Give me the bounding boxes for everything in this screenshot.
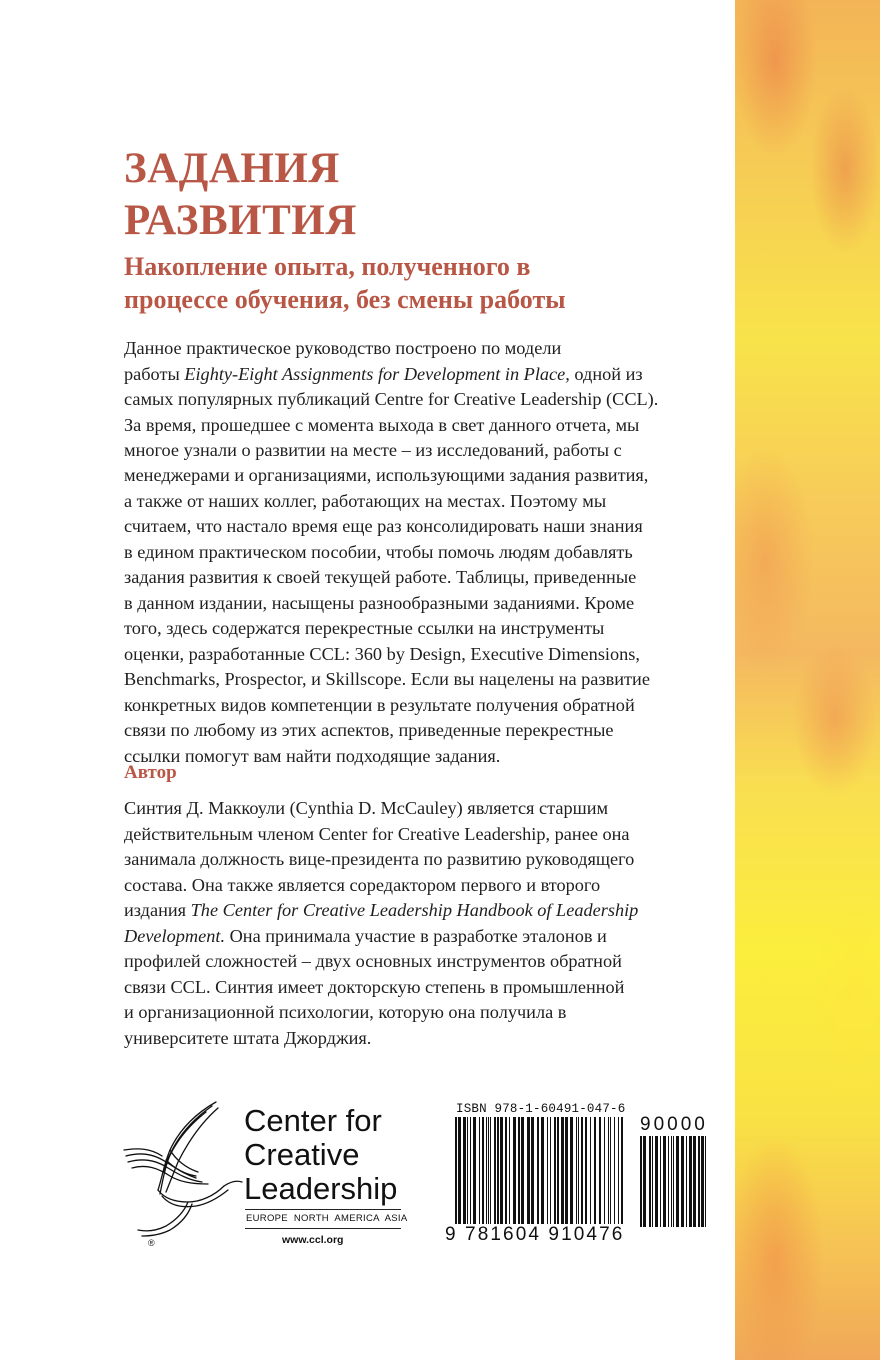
barcode-bar bbox=[585, 1117, 587, 1227]
author-line: и организационной психологии, которую она получила в bbox=[124, 1002, 567, 1022]
barcode-bar bbox=[649, 1136, 651, 1227]
barcode-bar bbox=[505, 1117, 507, 1227]
book-subtitle-line-2: процессе обучения, без смены работы bbox=[124, 285, 566, 314]
description-line: связи по любому из этих аспектов, приведенные перекрестные bbox=[124, 720, 614, 740]
publisher-website: www.ccl.org bbox=[282, 1234, 344, 1246]
barcode-bar bbox=[705, 1136, 706, 1227]
barcode-bar bbox=[689, 1136, 692, 1227]
barcode-bar bbox=[676, 1136, 679, 1227]
barcode-bar bbox=[497, 1117, 499, 1227]
barcode-bar bbox=[518, 1117, 520, 1227]
isbn-label: ISBN 978-1-60491-047-6 bbox=[456, 1102, 626, 1116]
publisher-regions: EUROPE NORTH AMERICA ASIA bbox=[246, 1213, 408, 1224]
barcode-bar bbox=[509, 1117, 510, 1227]
author-line: действительным членом Center for Creative Leadership, ранее она bbox=[124, 824, 630, 844]
barcode-bar bbox=[693, 1136, 696, 1227]
barcode-bar bbox=[557, 1117, 559, 1227]
barcode-bar bbox=[488, 1117, 489, 1227]
logo-divider bbox=[245, 1228, 401, 1229]
description-line: в данном издании, насыщены разнообразными заданиями. Кроме bbox=[124, 593, 635, 613]
barcode-bar bbox=[554, 1117, 556, 1227]
barcode-bar bbox=[701, 1136, 704, 1227]
barcode-bar bbox=[594, 1117, 596, 1227]
barcode-bar bbox=[547, 1117, 548, 1227]
description-line: задания развития к своей текущей работе. Таблицы, приведенные bbox=[124, 567, 637, 587]
author-line bbox=[124, 923, 607, 949]
description-text: одной из bbox=[569, 364, 643, 384]
handbook-title-end: Development. bbox=[124, 926, 226, 946]
barcode-bar bbox=[643, 1136, 646, 1227]
author-line bbox=[124, 897, 638, 923]
barcode-bar bbox=[652, 1136, 653, 1227]
author-line: университете штата Джорджия. bbox=[124, 1028, 372, 1048]
flying-bird-icon bbox=[118, 1098, 248, 1248]
barcode-bar bbox=[668, 1136, 669, 1227]
author-line: связи CCL. Синтия имеет докторскую степень в промышленной bbox=[124, 977, 625, 997]
barcode-bar bbox=[614, 1117, 615, 1227]
description-line: считаем, что настало время еще раз консолидировать наши знания bbox=[124, 516, 643, 536]
author-line: занимала должность вице-президента по развитию руководящего bbox=[124, 849, 635, 869]
barcode-bar bbox=[550, 1117, 551, 1227]
description-line: За время, прошедшее с момента выхода в свет данного отчета, мы bbox=[124, 415, 640, 435]
barcode-bar bbox=[655, 1136, 658, 1227]
barcode-bar bbox=[590, 1117, 591, 1227]
barcode-bar bbox=[660, 1136, 661, 1227]
barcode-bar bbox=[494, 1117, 496, 1227]
description-line: Benchmarks, Prospector, и Skillscope. Если вы нацелены на развитие bbox=[124, 669, 650, 689]
barcode-bar bbox=[521, 1117, 524, 1227]
source-publication-title: Eighty-Eight Assignments for Development in Place, bbox=[184, 364, 570, 384]
description-line: ссылки помогут вам найти подходящие задания. bbox=[124, 746, 501, 766]
publisher-name-line-1: Center for bbox=[244, 1103, 382, 1138]
description-line: а также от наших коллег, работающих на местах. Поэтому мы bbox=[124, 491, 607, 511]
publisher-name-line-3: Leadership bbox=[244, 1171, 398, 1206]
barcode-bar bbox=[581, 1117, 583, 1227]
barcode-bar bbox=[463, 1117, 466, 1227]
barcode-bar bbox=[527, 1117, 530, 1227]
handbook-title: The Center for Creative Leadership Handbook of Leadership bbox=[190, 900, 639, 920]
barcode-bar bbox=[618, 1117, 619, 1227]
author-line: профилей сложностей – двух основных инструментов обратной bbox=[124, 951, 622, 971]
author-line: состава. Она также является соредактором первого и второго bbox=[124, 875, 601, 895]
description-line: Данное практическое руководство построено по модели bbox=[124, 338, 562, 358]
barcode-bar bbox=[490, 1117, 491, 1227]
barcode-digits bbox=[444, 1224, 632, 1246]
price-addon-barcode bbox=[638, 1136, 708, 1243]
barcode-bar bbox=[473, 1117, 476, 1227]
barcode-bar bbox=[604, 1117, 605, 1227]
barcode-bar bbox=[578, 1117, 579, 1227]
barcode-bar bbox=[561, 1117, 564, 1227]
registered-mark: ® bbox=[148, 1238, 155, 1248]
book-title-line-1: ЗАДАНИЯ bbox=[124, 145, 340, 192]
author-text: Она принимала участие в разработке эталонов и bbox=[225, 926, 607, 946]
author-line: Синтия Д. Маккоули (Cynthia D. McCauley) является старшим bbox=[124, 798, 609, 818]
barcode-bar bbox=[686, 1136, 687, 1227]
barcode-bar bbox=[673, 1136, 674, 1227]
barcode-bar bbox=[565, 1117, 568, 1227]
barcode-bar bbox=[531, 1117, 534, 1227]
barcode-bar bbox=[663, 1136, 666, 1227]
description-line: самых популярных публикаций Centre for Creative Leadership (CCL). bbox=[124, 389, 659, 409]
decorative-color-stripe bbox=[735, 0, 880, 1360]
barcode-bar bbox=[458, 1117, 461, 1227]
barcode-bar bbox=[482, 1117, 484, 1227]
barcode-bar bbox=[513, 1117, 516, 1227]
description-line: менеджерами и организациями, использующими задания развития, bbox=[124, 465, 649, 485]
author-heading: Автор bbox=[124, 762, 177, 783]
barcode-bar bbox=[500, 1117, 503, 1227]
barcode-bar bbox=[640, 1136, 642, 1227]
barcode-digits-text: 9 781604 910476 bbox=[445, 1224, 625, 1245]
barcode-bar bbox=[570, 1117, 573, 1227]
description-line bbox=[124, 361, 643, 387]
barcode-bar bbox=[610, 1117, 611, 1227]
barcode-bar bbox=[608, 1117, 609, 1227]
barcode-bar bbox=[599, 1117, 601, 1227]
barcode-bar bbox=[698, 1136, 700, 1227]
description-line: многое узнали о развитии на месте – из исследований, работы с bbox=[124, 440, 622, 460]
description-line: в едином практическом пособии, чтобы помочь людям добавлять bbox=[124, 542, 633, 562]
book-title-line-2: РАЗВИТИЯ bbox=[124, 197, 357, 244]
description-text: работы bbox=[124, 364, 185, 384]
barcode-bar bbox=[681, 1136, 684, 1227]
publisher-name-line-2: Creative bbox=[244, 1137, 360, 1172]
description-line: того, здесь содержатся перекрестные ссылки на инструменты bbox=[124, 618, 605, 638]
author-text: издания bbox=[124, 900, 191, 920]
price-code: 90000 bbox=[640, 1114, 708, 1135]
barcode-bar bbox=[470, 1117, 471, 1227]
barcode-bar bbox=[671, 1136, 672, 1227]
barcode-bar bbox=[479, 1117, 480, 1227]
barcode-bar bbox=[467, 1117, 468, 1227]
description-line: конкретных видов компетенции в результате получения обратной bbox=[124, 695, 635, 715]
book-subtitle-line-1: Накопление опыта, полученного в bbox=[124, 252, 531, 281]
barcode-bar bbox=[576, 1117, 577, 1227]
description-line: оценки, разработанные CCL: 360 by Design, Executive Dimensions, bbox=[124, 644, 640, 664]
barcode-bar bbox=[486, 1117, 487, 1227]
logo-divider bbox=[245, 1209, 401, 1210]
